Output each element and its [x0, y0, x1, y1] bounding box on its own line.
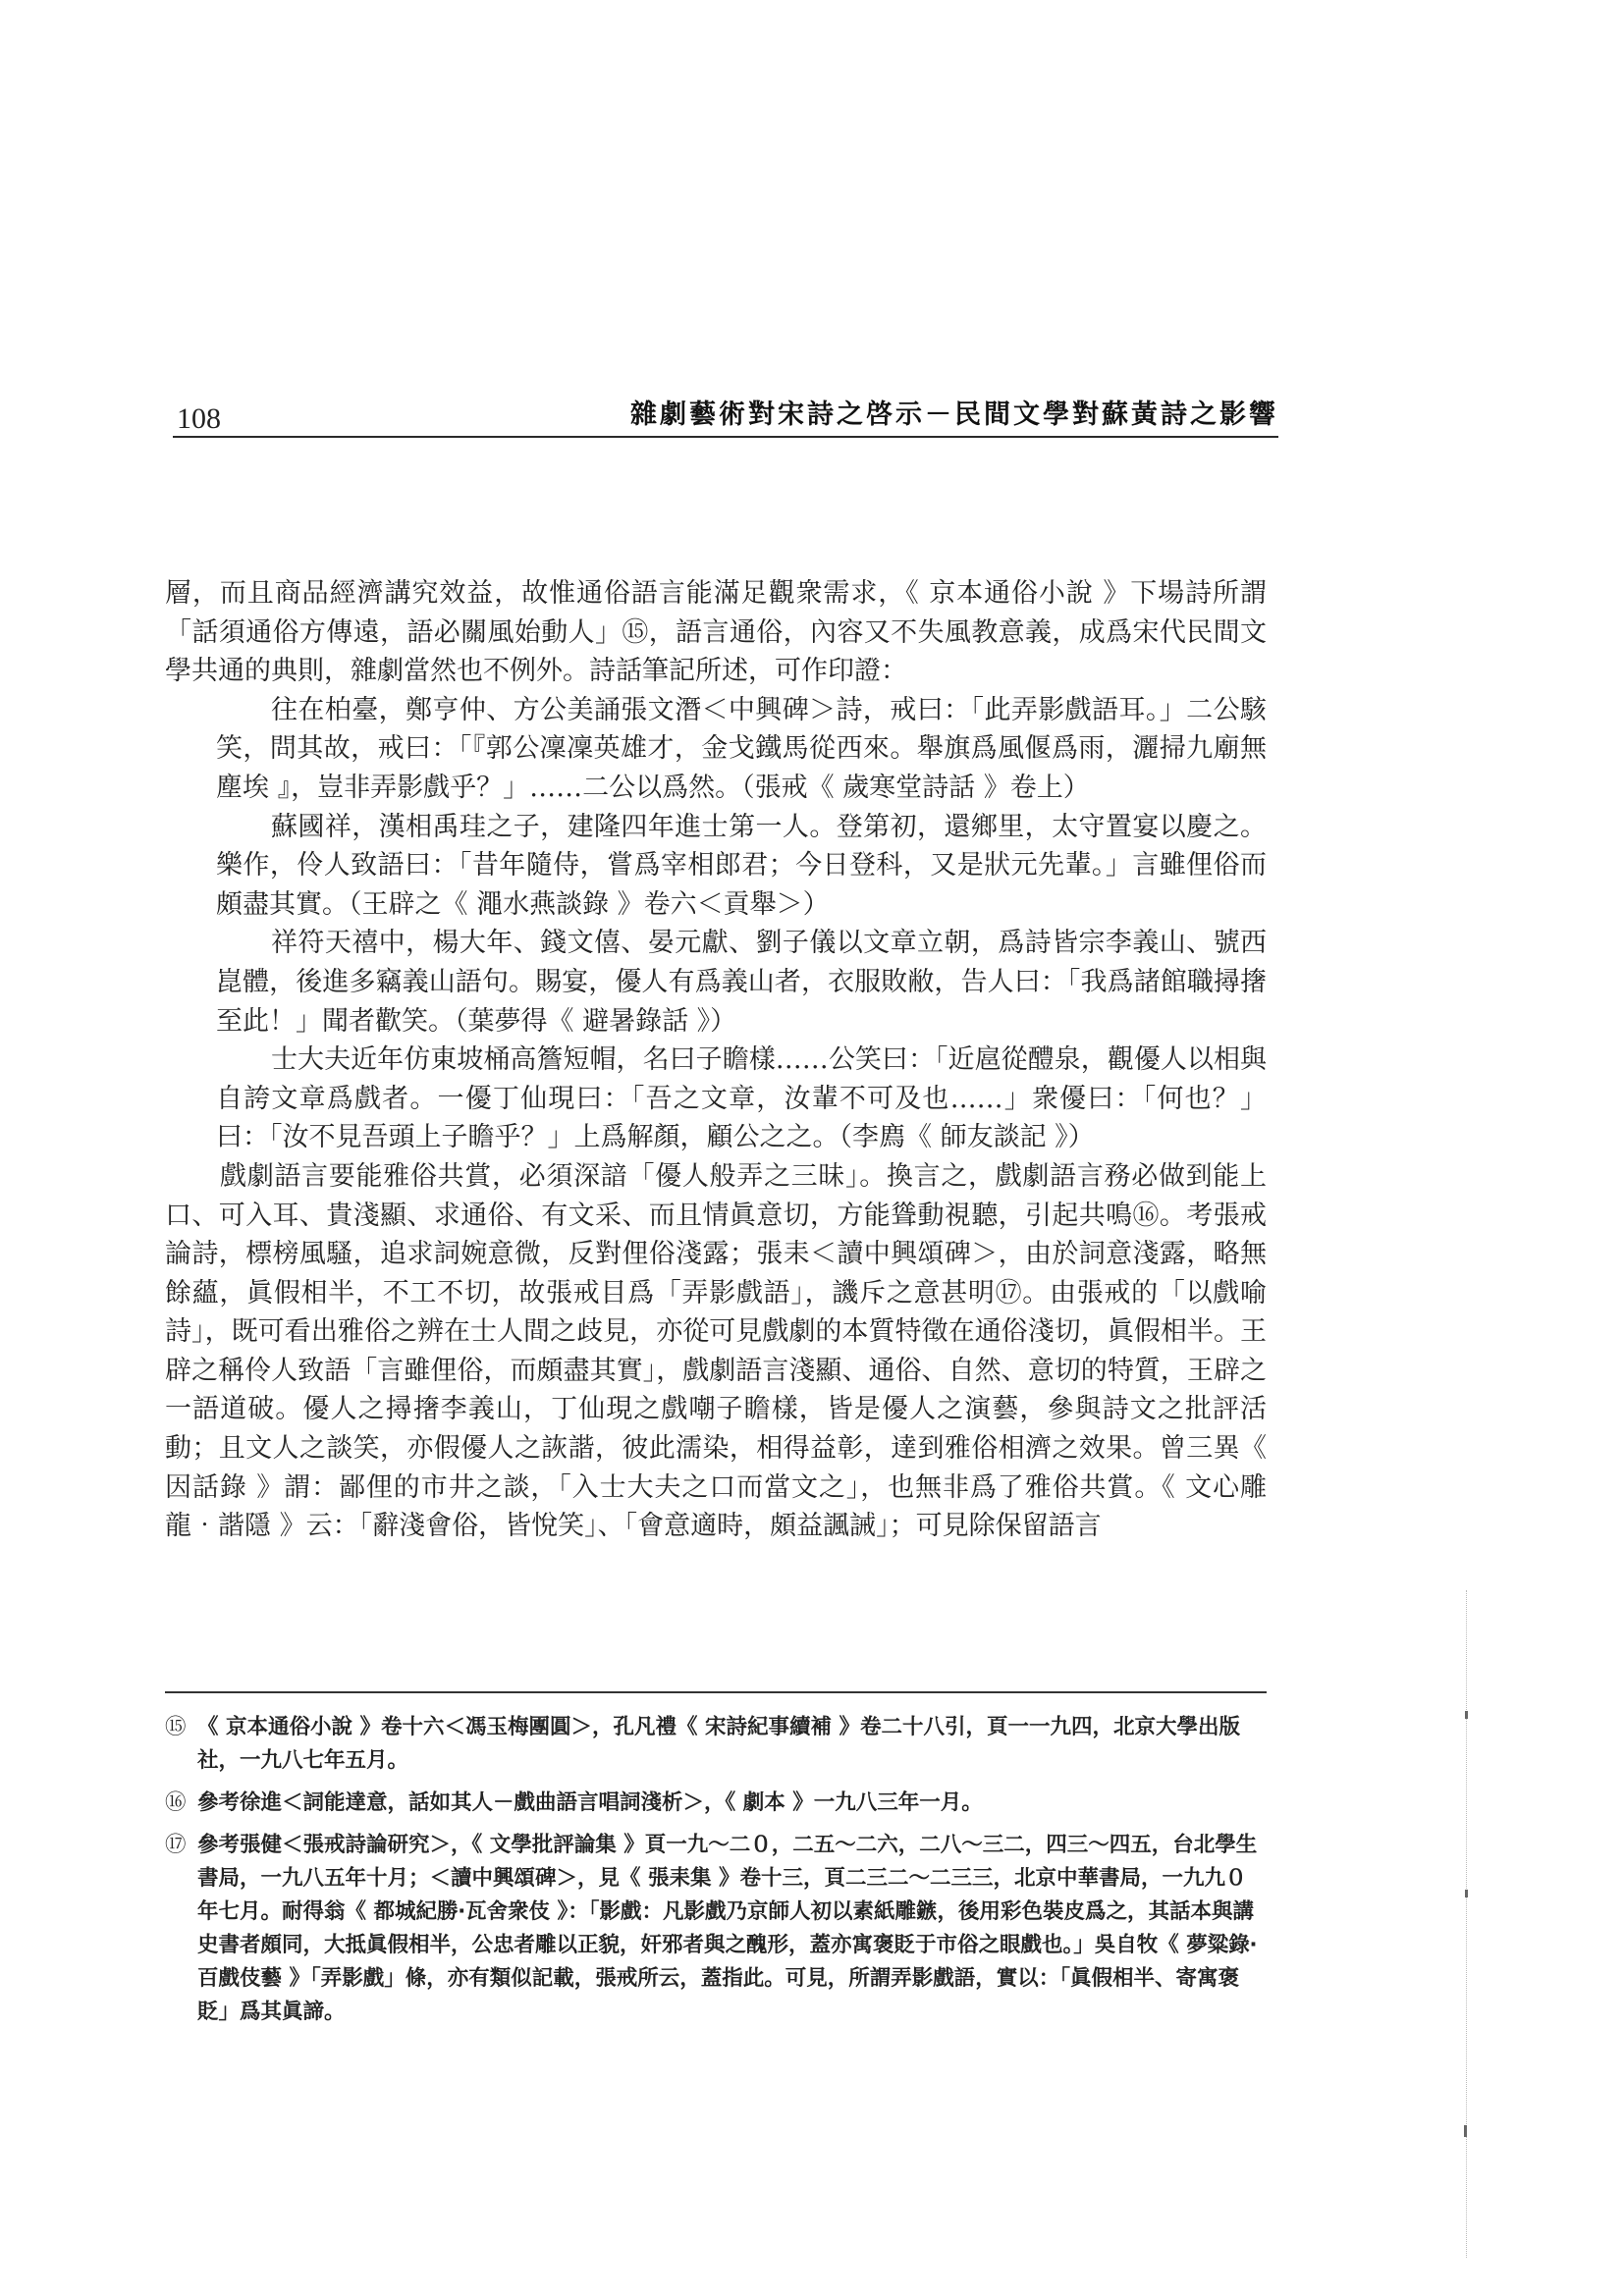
quotation-3: 祥符天禧中，楊大年、錢文僖、晏元獻、劉子儀以文章立朝，爲詩皆宗李義山、號西崑體，後進多竊義山語句。賜宴，優人有爲義山者，衣服敗敝，告人曰：「我爲諸館職撏撦至此！」聞者歡笑。（葉夢得《 避暑錄話 》）	[216, 928, 1267, 1037]
footnote-marker: ⑯	[165, 1790, 187, 1815]
footnote-marker: ⑮	[165, 1715, 187, 1739]
footnote-text: 參考徐進＜詞能達意，話如其人－戲曲語言唱詞淺析＞，《 劇本 》一九八三年一月。	[197, 1790, 983, 1815]
footnote	[165, 1711, 1267, 1778]
footnote	[165, 1787, 1267, 1820]
scan-edge-artifact	[1466, 1590, 1470, 2258]
main-text	[165, 574, 1267, 1546]
scan-speck	[1465, 1711, 1468, 1719]
footnote-marker: ⑰	[165, 1833, 187, 1857]
quotation-1: 往在柏臺，鄭亨仲、方公美誦張文潛＜中興碑＞詩，戒曰：「此弄影戲語耳。」二公駭笑，問其故，戒曰：「『郭公凜凜英雄才，金戈鐵馬從西來。舉旗爲風偃爲雨，灑掃九廟無塵埃 』，豈非弄影戲乎？」……二公以爲然。（張戒《 歲寒堂詩話 》卷上）	[216, 694, 1267, 803]
footnotes	[165, 1691, 1267, 2038]
quotation-2: 蘇國祥，漢相禹珪之子，建隆四年進士第一人。登第初，還鄉里，太守置宴以慶之。樂作，伶人致語曰：「昔年隨侍，嘗爲宰相郎君；今日登科，又是狀元先輩。」言雖俚俗而頗盡其實。（王辟之《 澠水燕談錄 》卷六＜貢舉＞）	[216, 811, 1267, 920]
page-header	[173, 385, 1278, 438]
quotation-block	[216, 691, 1267, 1157]
page-number: 108	[177, 402, 221, 435]
quotation-4: 士大夫近年仿東坡桶高簷短帽，名曰子瞻樣……公笑曰：「近扈從醴泉，觀優人以相與自誇文章爲戲者。一優丁仙現曰：「吾之文章，汝輩不可及也……」衆優曰：「何也？」曰：「汝不見吾頭上子瞻乎？」上爲解顏，顧公之之。（李廌《 師友談記 》）	[216, 1044, 1267, 1153]
scan-speck	[1464, 2125, 1467, 2137]
scan-speck	[1465, 1890, 1468, 1897]
body-paragraph-1: 層，而且商品經濟講究效益，故惟通俗語言能滿足觀衆需求，《 京本通俗小說 》下場詩所謂「話須通俗方傳遠，語必關風始動人」⑮，語言通俗，內容又不失風教意義，成爲宋代民間文學共通的典則，雜劇當然也不例外。詩話筆記所述，可作印證：	[165, 578, 1267, 687]
footnote-text: 參考張健＜張戒詩論研究＞，《 文學批評論集 》頁一九～二０，二五～二六，二八～三二，四三～四五，台北學生書局，一九八五年十月；＜讀中興頌碑＞，見《 張耒集 》卷十三，頁二三二～二三三，北京中華書局，一九九０年七月。耐得翁《 都城紀勝‧瓦舍衆伎 》：「影戲：凡影戲乃京師人初以素紙雕鏃，後用彩色裝皮爲之，其話本與講史書者頗同，大抵眞假相半，公忠者雕以正貌，奸邪者與之醜形，蓋亦寓褒貶于市俗之眼戲也。」吳自牧《 夢粱錄‧百戲伎藝 》「弄影戲」條，亦有類似記載，張戒所云，蓋指此。可見，所謂弄影戲語，實以：「眞假相半、寄寓褒貶」爲其眞諦。	[197, 1833, 1258, 2024]
running-title: 雜劇藝術對宋詩之啓示－民間文學對蘇黃詩之影響	[630, 400, 1278, 430]
footnote	[165, 1829, 1267, 2029]
body-paragraph-2: 戲劇語言要能雅俗共賞，必須深諳「優人般弄之三昧」。換言之，戲劇語言務必做到能上口、可入耳、貴淺顯、求通俗、有文采、而且情眞意切，方能聳動視聽，引起共鳴⑯。考張戒論詩，標榜風騷，追求詞婉意微，反對俚俗淺露；張耒＜讀中興頌碑＞，由於詞意淺露，略無餘蘊，眞假相半，不工不切，故張戒目爲「弄影戲語」，譏斥之意甚明⑰。由張戒的「以戲喻詩」，既可看出雅俗之辨在士人間之歧見，亦從可見戲劇的本質特徵在通俗淺切，眞假相半。王辟之稱伶人致語「言雖俚俗，而頗盡其實」，戲劇語言淺顯、通俗、自然、意切的特質，王辟之一語道破。優人之撏撦李義山，丁仙現之戲嘲子瞻樣，皆是優人之演藝，參與詩文之批評活動；且文人之談笑，亦假優人之詼諧，彼此濡染，相得益彰，達到雅俗相濟之效果。曾三異《 因話錄 》謂：鄙俚的市井之談，「入士大夫之口而當文之」，也無非爲了雅俗共賞。《 文心雕龍‧諧隱 》云：「辭淺會俗，皆悅笑」、「會意適時，頗益諷誡」；可見除保留語言	[165, 1160, 1267, 1542]
footnote-text: 《 京本通俗小說 》卷十六＜馮玉梅團圓＞，孔凡禮《 宋詩紀事續補 》卷二十八引，頁一一九四，北京大學出版社，一九八七年五月。	[197, 1715, 1240, 1773]
